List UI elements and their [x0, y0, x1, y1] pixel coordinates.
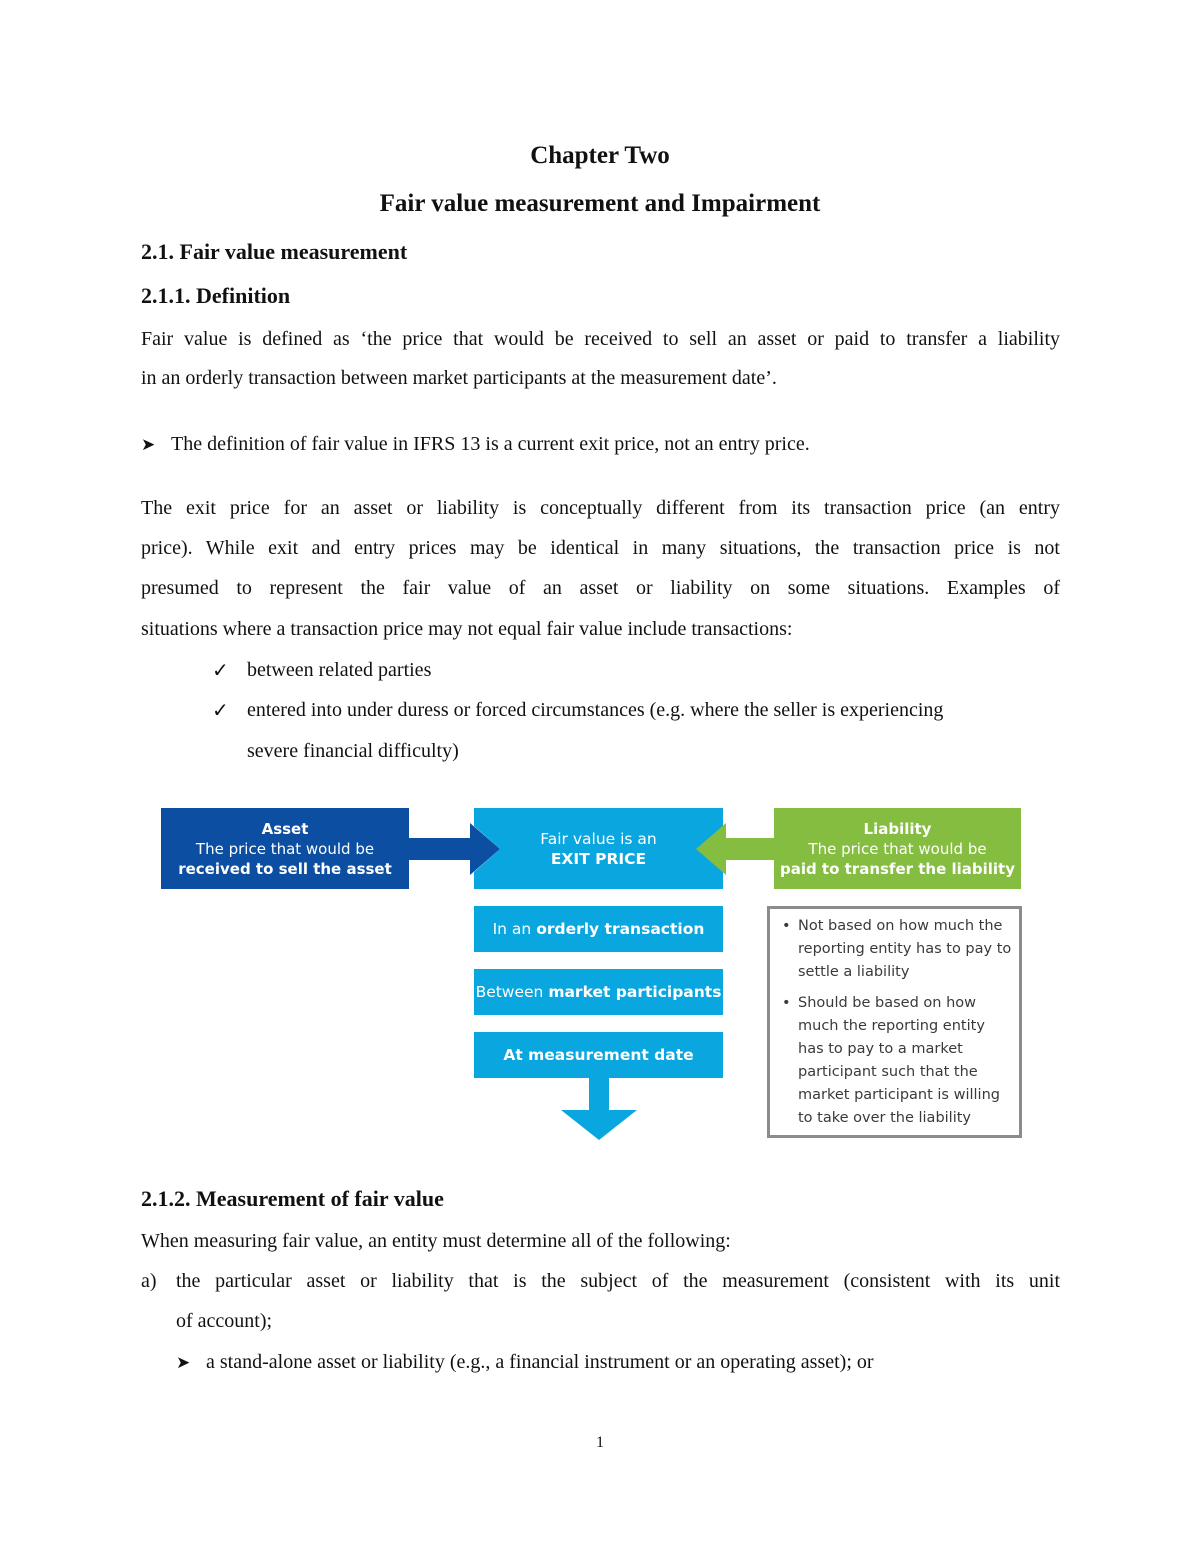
paragraph-line-1: The exit price for an asset or liability is conceptually different from its transaction price (an entry — [141, 497, 1060, 519]
item-a-line-1: the particular asset or liability that is the subject of the measurement (consistent with its unit — [176, 1270, 1060, 1292]
paragraph-line-2: price). While exit and entry prices may be identical in many situations, the transaction price is not — [141, 537, 1060, 559]
checkmark-icon: ✓ — [212, 658, 229, 682]
liability-line-2: paid to transfer the liability — [779, 859, 1016, 878]
arrow-bullet-icon: ➤ — [176, 1353, 191, 1373]
item-a-line-2: of account); — [176, 1310, 273, 1332]
item-a-sub-bullet: ➤ a stand-alone asset or liability (e.g., a financial instrument or an operating asset); or — [176, 1342, 874, 1383]
asset-box — [161, 808, 409, 889]
bullet-dot-icon: • — [782, 995, 791, 1011]
item-a-label: a) — [141, 1270, 157, 1292]
step-orderly-transaction: In an orderly transaction — [474, 906, 723, 952]
step-measurement-date: At measurement date — [474, 1032, 723, 1078]
note-item: • Not based on how much the reporting entity has to pay to settle a liability — [776, 915, 1013, 984]
check-item-1: between related parties — [247, 659, 432, 681]
section-heading: 2.1. Fair value measurement — [141, 239, 408, 264]
measurement-intro: When measuring fair value, an entity must determine all of the following: — [141, 1230, 731, 1252]
chapter-label: Chapter Two — [530, 142, 670, 169]
liability-notes-box — [767, 906, 1022, 1138]
check-item-2-continued: severe financial difficulty) — [247, 740, 459, 762]
liability-line-1: The price that would be — [808, 839, 987, 858]
subsection-heading-2: 2.1.2. Measurement of fair value — [141, 1186, 444, 1211]
check-item-2: entered into under duress or forced circumstances (e.g. where the seller is experiencing — [247, 699, 944, 721]
liability-box — [774, 808, 1021, 889]
liability-title: Liability — [863, 819, 932, 838]
definition-line-2: in an orderly transaction between market participants at the measurement date’. — [141, 367, 777, 389]
step-market-participants: Between market participants — [474, 969, 723, 1015]
checkmark-icon: ✓ — [212, 698, 229, 722]
paragraph-line-3: presumed to represent the fair value of an asset or liability on some situations. Examples of — [141, 577, 1060, 599]
center-line-1: Fair value is an — [540, 830, 657, 848]
subsection-heading: 2.1.1. Definition — [141, 283, 291, 308]
definition-line-1: Fair value is defined as ‘the price that would be received to sell an asset or paid to transfer a liability — [141, 328, 1060, 350]
asset-line-1: The price that would be — [195, 839, 375, 858]
down-arrow — [561, 1078, 637, 1140]
arrow-bullet-item: ➤ The definition of fair value in IFRS 13 is a current exit price, not an entry price. — [141, 424, 810, 465]
bullet-dot-icon: • — [782, 918, 791, 934]
center-box-text — [474, 829, 723, 869]
note-item: • Should be based on how much the reporting entity has to pay to a market participant such that the market participant is willing to take over the liability — [776, 992, 1013, 1130]
arrow-bullet-icon: ➤ — [141, 435, 156, 455]
paragraph-line-4: situations where a transaction price may not equal fair value include transactions: — [141, 618, 793, 640]
page-number: 1 — [596, 1434, 604, 1451]
center-line-2: EXIT PRICE — [550, 850, 647, 868]
page-title: Fair value measurement and Impairment — [379, 190, 821, 217]
asset-line-2: received to sell the asset — [178, 859, 392, 878]
asset-title: Asset — [261, 819, 309, 838]
